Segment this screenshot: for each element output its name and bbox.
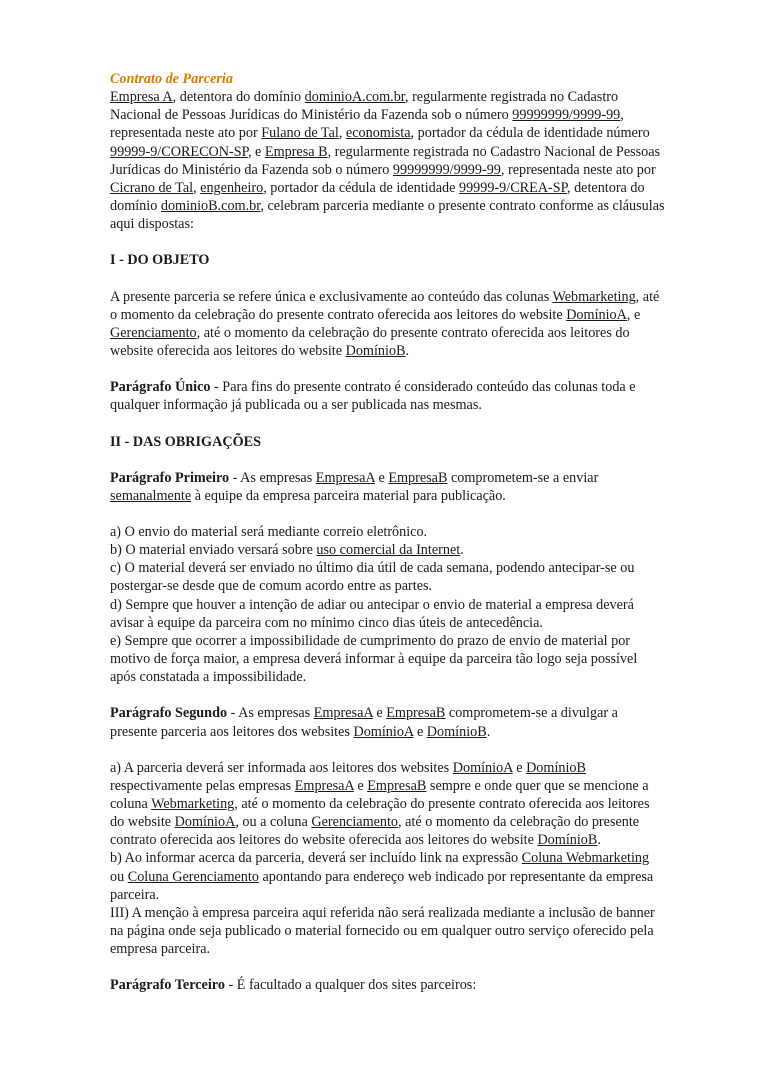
link-dominio-b[interactable]: DomínioB [345,343,406,360]
paragrafo-segundo-item-b: b) Ao informar acerca da parceria, deverá ser incluído link na expressão Coluna Webmarketing ou Coluna Gerenciamento apontando para endereço web indicado por representante da empresa parceira. [110,850,654,903]
list-item-b: b) O material enviado versará sobre uso comercial da Internet. [110,542,464,559]
intro-paragraph: Empresa A, detentora do domínio dominioA.com.br, regularmente registrada no Cadastro Nacional de Pessoas Jurídicas do Ministério da Fazenda sob o número 99999999/9999-99, representada neste ato por Fulano de Tal, economista, portador da cédula de identidade número 99999-9/CORECON-SP, e Empresa B, regularmente registrada no Cadastro Nacional de Pessoas Jurídicas do Ministério da Fazenda sob o número 99999999/9999-99, representada neste ato por Cicrano de Tal, engenheiro, portador da cédula de identidade 99999-9/CREA-SP, detentora do domínio dominioB.com.br, celebram parceria mediante o presente contrato conforme as cláusulas aqui dispostas: [110,89,665,233]
list-item-c: c) O material deverá ser enviado no último dia útil de cada semana, podendo antecipar-se ou postergar-se desde que de comum acordo entre as partes. [110,560,635,595]
link-dominio-b[interactable]: dominioB.com.br [160,198,261,215]
link-gerenciamento[interactable]: Gerenciamento [110,324,197,341]
paragrafo-segundo-item-iii: III) A menção à empresa parceira aqui referida não será realizada mediante a inclusão de banner na página onde seja publicado o material fornecido ou em qualquer outro serviço oferecido pela empresa parceira. [110,904,655,958]
paragrafo-unico: Parágrafo Único - Para fins do presente contrato é considerado conteúdo das colunas toda e qualquer informação já publicada ou a ser publicada nas mesmas. [110,379,636,414]
document-title: Contrato de Parceria [110,71,233,87]
objeto-paragraph: A presente parceria se refere única e exclusivamente ao conteúdo das colunas Webmarketing, até o momento da celebração do presente contrato oferecida aos leitores do website DomínioA, e Gerenciamento, até o momento da celebração do presente contrato oferecida aos leitores do website oferecida aos leitores do website DomínioB. [110,288,660,360]
link-coluna-webmarketing[interactable]: Coluna Webmarketing [521,850,650,867]
contract-document [110,70,666,995]
link-dominio-a[interactable]: DomínioA [174,814,236,831]
link-engenheiro[interactable]: engenheiro [200,179,264,196]
link-rg-a[interactable]: 99999-9/CORECON-SP [110,143,248,160]
link-rg-b[interactable]: 99999-9/CREA-SP [458,179,567,196]
link-semanalmente[interactable]: semanalmente [110,487,192,504]
paragrafo-segundo: Parágrafo Segundo - As empresas EmpresaA e EmpresaB comprometem-se a divulgar a presente parceria aos leitores dos websites DomínioA e DomínioB. [110,705,618,740]
list-item-d: d) Sempre que houver a intenção de adiar ou antecipar o envio de material a empresa deverá avisar à equipe da parceira com no mínimo cinco dias úteis de antecedência. [110,596,634,631]
link-empresa-b[interactable]: Empresa B [264,143,328,160]
link-uso-comercial[interactable]: uso comercial da Internet [316,542,461,559]
link-empresa-a[interactable]: EmpresaA [315,469,375,486]
link-empresa-b[interactable]: EmpresaB [388,469,448,486]
paragrafo-terceiro-label: Parágrafo Terceiro [110,977,225,994]
paragrafo-terceiro: Parágrafo Terceiro - É facultado a qualquer dos sites parceiros: [110,977,477,994]
link-gerenciamento[interactable]: Gerenciamento [311,814,399,831]
link-empresa-a[interactable]: Empresa A [110,89,173,106]
list-item-a: a) O envio do material será mediante correio eletrônico. [110,523,428,540]
section-heading-objeto: I - DO OBJETO [110,252,210,269]
link-cnpj-b[interactable]: 99999999/9999-99 [392,161,501,178]
link-dominio-a[interactable]: DomínioA [353,723,414,740]
link-empresa-a[interactable]: EmpresaA [294,777,354,794]
link-fulano[interactable]: Fulano de Tal [261,125,339,142]
link-dominio-a[interactable]: dominioA.com.br [304,89,405,106]
section-heading-obrigacoes: II - DAS OBRIGAÇÕES [110,433,261,450]
link-empresa-a[interactable]: EmpresaA [313,705,373,722]
link-dominio-b[interactable]: DomínioB [426,723,487,740]
paragrafo-unico-label: Parágrafo Único [110,379,211,396]
link-dominio-a[interactable]: DomínioA [566,306,627,323]
link-cnpj-a[interactable]: 99999999/9999-99 [512,107,621,124]
link-empresa-b[interactable]: EmpresaB [367,777,427,794]
link-empresa-b[interactable]: EmpresaB [386,705,446,722]
paragrafo-segundo-label: Parágrafo Segundo [110,705,228,722]
link-webmarketing[interactable]: Webmarketing [552,288,636,305]
paragrafo-segundo-item-a: a) A parceria deverá ser informada aos leitores dos websites DomínioA e DomínioB respectivamente pelas empresas EmpresaA e EmpresaB sempre e onde quer que se mencione a coluna Webmarketing, até o momento da celebração do presente contrato oferecida aos leitores do website DomínioA, ou a coluna Gerenciamento, até o momento da celebração do presente contrato oferecida aos leitores do website oferecida aos leitores do website DomínioB. [110,759,650,849]
link-coluna-gerenciamento[interactable]: Coluna Gerenciamento [127,868,259,885]
link-economista[interactable]: economista [345,125,411,142]
link-cicrano[interactable]: Cicrano de Tal [110,179,194,196]
link-dominio-a[interactable]: DomínioA [452,759,513,776]
list-item-e: e) Sempre que ocorrer a impossibilidade de cumprimento do prazo de envio de material por motivo de força maior, a empresa deverá informar à equipe da parceira tão logo seja possível após constatada a impossibilidade. [110,632,638,686]
link-dominio-b[interactable]: DomínioB [526,759,586,776]
paragrafo-primeiro: Parágrafo Primeiro - As empresas EmpresaA e EmpresaB comprometem-se a enviar semanalmente à equipe da empresa parceira material para publicação. [110,469,599,504]
paragrafo-primeiro-label: Parágrafo Primeiro [110,469,230,486]
link-webmarketing[interactable]: Webmarketing [151,796,235,812]
link-dominio-b[interactable]: DomínioB [537,832,598,849]
